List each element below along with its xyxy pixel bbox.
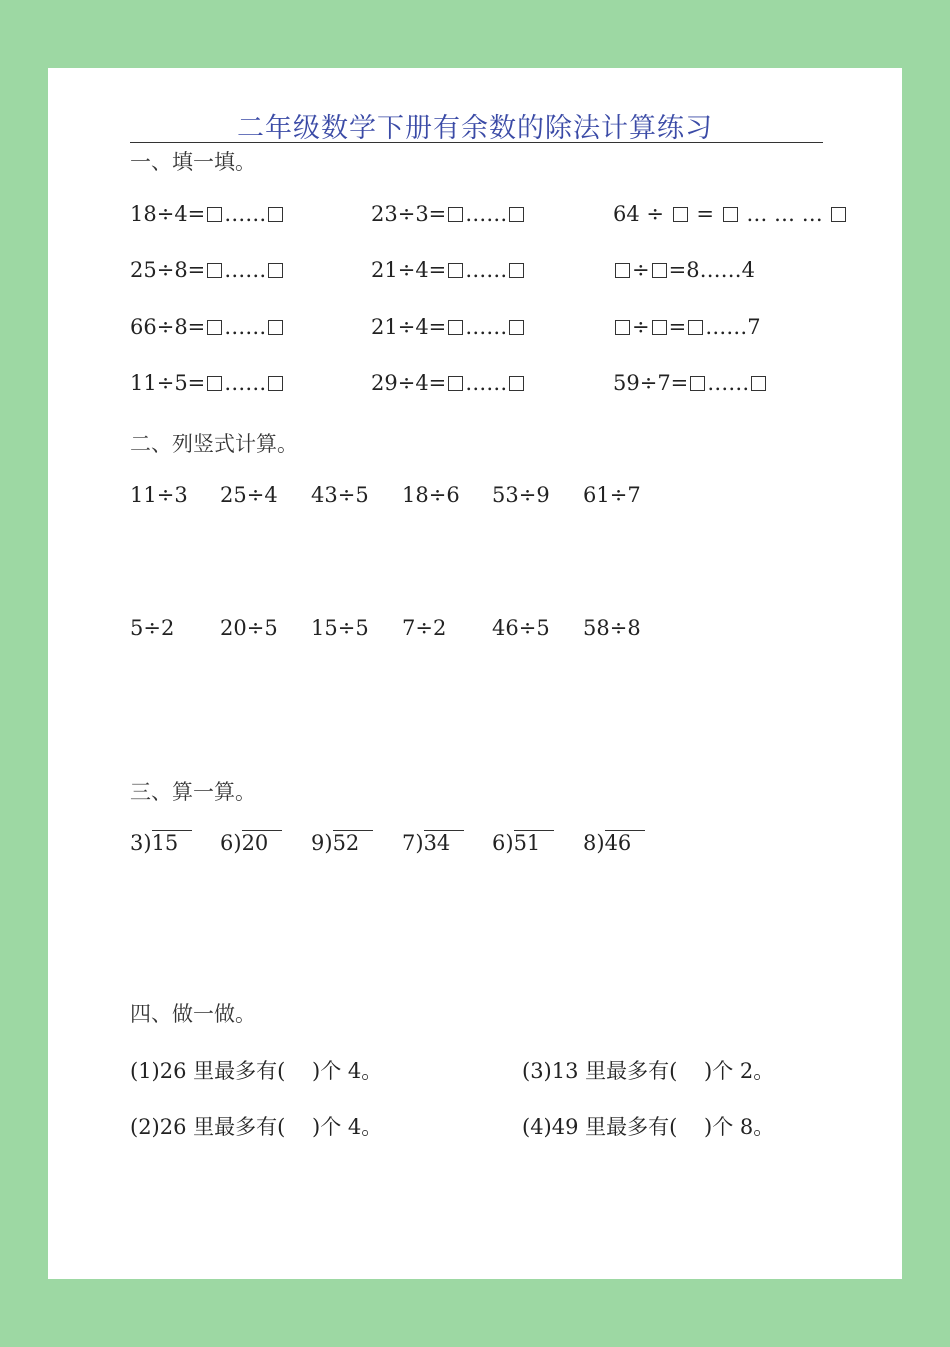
divisor: 7): [402, 831, 424, 855]
fill-item: [613, 315, 761, 339]
word-problem-3: (3)13 里最多有( )个 2。: [522, 1059, 775, 1083]
answer-box[interactable]: [448, 320, 463, 335]
vertical-problem: 7÷2: [402, 616, 447, 640]
divide-sign: ÷: [632, 258, 650, 282]
dots: ……: [465, 258, 508, 282]
section-4-heading: 四、做一做。: [130, 1002, 256, 1026]
fill-item: [130, 258, 285, 282]
expression: 21÷4=: [371, 315, 447, 339]
vertical-problem: 61÷7: [583, 483, 641, 507]
dividend: 52: [333, 830, 374, 855]
remainder-box[interactable]: [268, 263, 283, 278]
dividend: 20: [242, 830, 283, 855]
remainder-box[interactable]: [751, 376, 766, 391]
vertical-problem: 20÷5: [220, 616, 278, 640]
remainder-box[interactable]: [509, 207, 524, 222]
dots: ……: [465, 202, 508, 226]
long-division-problem: [130, 830, 192, 855]
long-division-problem: [492, 830, 554, 855]
equals-sign: =: [668, 315, 687, 339]
long-division-problem: [583, 830, 645, 855]
equals-sign: =: [696, 202, 714, 226]
vertical-problem: 18÷6: [402, 483, 460, 507]
dots: … … …: [746, 202, 823, 226]
fill-item: [371, 315, 526, 339]
section-3-heading: 三、算一算。: [130, 780, 256, 804]
section-1-heading: 一、填一填。: [130, 150, 256, 174]
dots: ……: [224, 371, 267, 395]
dividend: 46: [605, 830, 646, 855]
dividend: 34: [424, 830, 465, 855]
vertical-problem: 58÷8: [583, 616, 641, 640]
expression: 18÷4=: [130, 202, 206, 226]
fill-item: [130, 202, 285, 226]
expression: 23÷3=: [371, 202, 447, 226]
divisor: 6): [492, 831, 514, 855]
expression: 66÷8=: [130, 315, 206, 339]
vertical-problem: 43÷5: [311, 483, 369, 507]
divisor: 3): [130, 831, 152, 855]
answer-box[interactable]: [723, 207, 738, 222]
result-text: ……7: [705, 315, 761, 339]
divisor-box[interactable]: [673, 207, 688, 222]
answer-box[interactable]: [207, 207, 222, 222]
answer-box[interactable]: [207, 320, 222, 335]
expression: 29÷4=: [371, 371, 447, 395]
answer-box[interactable]: [448, 207, 463, 222]
vertical-problem: 15÷5: [311, 616, 369, 640]
divisor-box[interactable]: [652, 320, 667, 335]
fill-item: [613, 371, 768, 395]
vertical-problem: 25÷4: [220, 483, 278, 507]
word-problem-2: (2)26 里最多有( )个 4。: [130, 1115, 383, 1139]
dots: ……: [465, 371, 508, 395]
expression: 64 ÷: [613, 202, 664, 226]
remainder-box[interactable]: [268, 207, 283, 222]
fill-item: [371, 202, 526, 226]
divisor: 6): [220, 831, 242, 855]
long-division-problem: [220, 830, 282, 855]
dividend-box[interactable]: [615, 263, 630, 278]
fill-item: [613, 202, 848, 226]
dots: ……: [465, 315, 508, 339]
remainder-box[interactable]: [509, 376, 524, 391]
dividend: 51: [514, 830, 555, 855]
dots: ……: [707, 371, 750, 395]
long-division-problem: [311, 830, 373, 855]
page-title: 二年级数学下册有余数的除法计算练习: [237, 113, 713, 144]
dots: ……: [224, 258, 267, 282]
answer-box[interactable]: [690, 376, 705, 391]
answer-box[interactable]: [688, 320, 703, 335]
vertical-problem: 46÷5: [492, 616, 550, 640]
section-2-heading: 二、列竖式计算。: [130, 432, 298, 456]
title-underline: [130, 142, 823, 143]
vertical-problem: 5÷2: [130, 616, 175, 640]
fill-item: [130, 371, 285, 395]
fill-item: [130, 315, 285, 339]
vertical-problem: 11÷3: [130, 483, 188, 507]
answer-box[interactable]: [207, 263, 222, 278]
word-problem-1: (1)26 里最多有( )个 4。: [130, 1059, 383, 1083]
expression: 21÷4=: [371, 258, 447, 282]
answer-box[interactable]: [207, 376, 222, 391]
fill-item: [371, 258, 526, 282]
remainder-box[interactable]: [509, 263, 524, 278]
divisor-box[interactable]: [652, 263, 667, 278]
fill-item: [613, 258, 755, 282]
divisor: 8): [583, 831, 605, 855]
fill-item: [371, 371, 526, 395]
expression: 25÷8=: [130, 258, 206, 282]
worksheet-page: [48, 68, 902, 1279]
expression: 11÷5=: [130, 371, 206, 395]
remainder-box[interactable]: [509, 320, 524, 335]
answer-box[interactable]: [448, 376, 463, 391]
answer-box[interactable]: [448, 263, 463, 278]
remainder-box[interactable]: [268, 376, 283, 391]
dots: ……: [224, 315, 267, 339]
result-text: =8……4: [668, 258, 755, 282]
expression: 59÷7=: [613, 371, 689, 395]
dividend-box[interactable]: [615, 320, 630, 335]
remainder-box[interactable]: [268, 320, 283, 335]
divide-sign: ÷: [632, 315, 650, 339]
dots: ……: [224, 202, 267, 226]
remainder-box[interactable]: [831, 207, 846, 222]
vertical-problem: 53÷9: [492, 483, 550, 507]
word-problem-4: (4)49 里最多有( )个 8。: [522, 1115, 775, 1139]
dividend: 15: [152, 830, 193, 855]
long-division-problem: [402, 830, 464, 855]
divisor: 9): [311, 831, 333, 855]
